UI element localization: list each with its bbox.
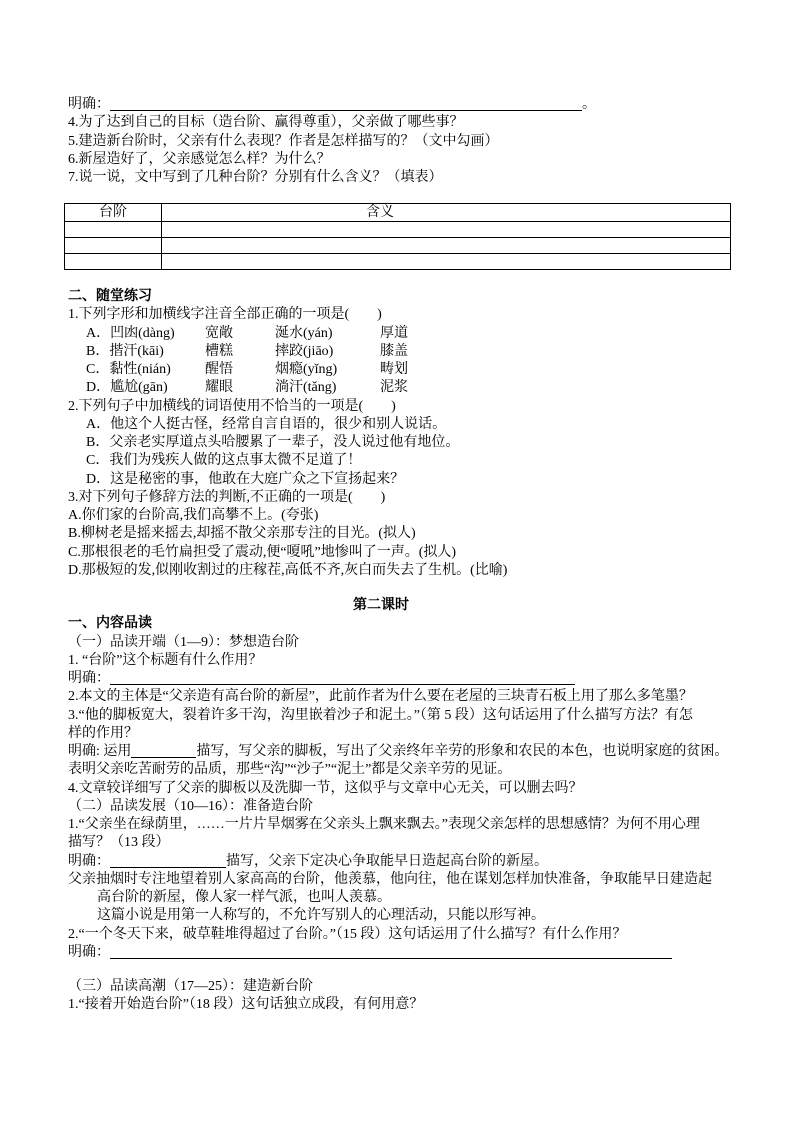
answer-label: 明确： <box>68 97 110 112</box>
part-title: （二）品读发展（10—16）：准备造台阶 <box>68 798 313 814</box>
top-questions <box>68 96 738 187</box>
choice-option: D．这是秘密的事，他敢在大庭广众之下宣扬起来？ <box>86 471 405 487</box>
answer-label: 明确： <box>68 853 110 869</box>
choice-option: D.那极短的发,似刚收割过的庄稼茬,高低不齐,灰白而失去了生机。(比喻) <box>68 562 508 578</box>
table-header-row <box>65 204 731 222</box>
answer-blank <box>110 944 672 959</box>
option-label: A． <box>86 325 111 341</box>
question-6: 6.新屋造好了，父亲感觉怎么样？为什么？ <box>68 151 331 167</box>
option-item: 凹凼(dàng) <box>110 325 175 341</box>
question: 1.“父亲坐在绿荫里，……一片片旱烟雾在父亲头上飘来飘去。”表现父亲怎样的思想感情？为何不用心理 <box>68 817 700 832</box>
practice-section <box>68 288 738 580</box>
answer-blank <box>110 853 226 868</box>
table-header-steps: 台阶 <box>65 204 162 222</box>
option-item: 醒悟 <box>205 362 233 377</box>
option-label: B． <box>86 343 110 359</box>
option-first <box>86 379 168 397</box>
question-continued: 样的作用？ <box>68 725 138 741</box>
answer-text: 描写，写父亲的脚板，写出了父亲终年辛劳的形象和农民的本色，也说明家庭的贫困。 <box>196 744 729 759</box>
choice-option: B.柳树老是摇来摇去,却摇不散父亲那专注的目光。(拟人) <box>68 526 416 542</box>
option-first <box>86 325 175 343</box>
option-item: 槽糕 <box>205 343 233 359</box>
answer-label: 明确： <box>68 671 110 686</box>
question-7: 7.说一说，文中写到了几种台阶？分别有什么含义？（填表） <box>68 170 443 185</box>
section-heading: 二、随堂练习 <box>68 289 152 304</box>
question: 1.“接着开始造台阶”（18 段）这句话独立成段，有何用意？ <box>68 997 424 1013</box>
question-continued: 描写？（13 段） <box>68 835 170 851</box>
option-item: 揩汗(kāi) <box>109 343 164 359</box>
option-item: 膝盖 <box>380 343 408 359</box>
answer-line <box>68 853 738 871</box>
answer-label: 明确： <box>68 944 110 960</box>
answer-line <box>68 743 738 761</box>
answer-text: 表明父亲吃苦耐劳的品质，那些“沟”“沙子”“泥土”都是父亲辛劳的见证。 <box>68 762 512 778</box>
option-label: D． <box>86 380 111 396</box>
explanation-text: 父亲抽烟时专注地望着别人家高高的台阶，他羡慕，他向往，他在谋划怎样加快准备，争取能早日建造起 <box>68 871 712 887</box>
section-heading: 一、内容品读 <box>68 616 152 632</box>
option-item: 尴尬(gān) <box>110 380 168 396</box>
explanation-text: 这篇小说是用第一人称写的，不允许写别人的心理活动，只能以形写神。 <box>97 908 545 924</box>
choice-option: C．我们为残疾人做的这点事太微不足道了！ <box>86 453 362 469</box>
table-cell <box>65 254 162 270</box>
option-item: 畴划 <box>380 362 408 377</box>
question: 2.本文的主体是“父亲造有高台阶的新屋”，此前作者为什么要在老屋的三块青石板上用了那么多笔墨？ <box>68 689 693 705</box>
question: 2.“一个冬天下来，破草鞋堆得超过了台阶。”（15 段）这句话运用了什么描写？有什么作用？ <box>68 926 627 942</box>
option-item: 涎水(yán) <box>275 325 333 341</box>
choice-option <box>68 379 738 397</box>
question-5: 5.建造新台阶时，父亲有什么表现？作者是怎样描写的？（文中勾画） <box>68 133 499 149</box>
option-first <box>86 361 171 379</box>
part3-section <box>68 978 738 1015</box>
answer-line <box>68 96 738 114</box>
option-item: 厚道 <box>380 325 408 341</box>
answer-text: 描写，父亲下定决心争取能早日造起高台阶的新屋。 <box>226 853 548 869</box>
table-row <box>65 238 731 254</box>
table-header-meaning: 含义 <box>162 204 731 222</box>
option-item: 耀眼 <box>205 380 233 396</box>
lesson-title: 第二课时 <box>353 598 409 613</box>
option-label: C． <box>86 362 110 377</box>
table-cell <box>65 222 162 238</box>
part-title: （一）品读开端（1—9）：梦想造台阶 <box>68 634 299 650</box>
answer-line <box>68 944 738 962</box>
choice-option <box>68 325 738 343</box>
answer-line <box>68 670 738 688</box>
choice-option <box>68 361 738 379</box>
question: 1. “台阶”这个标题有什么作用？ <box>68 652 263 668</box>
choice-option: B．父亲老实厚道点头哈腰累了一辈子，没人说过他有地位。 <box>86 435 460 450</box>
table-row <box>65 254 731 270</box>
question: 3.“他的脚板宽大，裂着许多干沟，沟里嵌着沙子和泥土。”（第 5 段）这句话运用了什么描写方法？有怎 <box>68 707 693 723</box>
table <box>64 203 731 270</box>
table-row <box>65 222 731 238</box>
choice-option: A.你们家的台阶高,我们高攀不上。(夸张) <box>68 508 319 523</box>
question: 4.文章较详细写了父亲的脚板以及洗脚一节，这似乎与文章中心无关，可以删去吗？ <box>68 780 583 796</box>
steps-meaning-table <box>64 203 731 270</box>
option-item: 烟瘾(yǐng) <box>275 362 338 377</box>
part-title: （三）品读高潮（17—25）：建造新台阶 <box>68 979 313 994</box>
table-cell <box>162 254 731 270</box>
choice-option <box>68 343 738 361</box>
question-stem: 1.下列字形和加横线字注音全部正确的一项是( ) <box>68 307 382 323</box>
answer-end: 。 <box>582 97 596 112</box>
answer-label: 明确: 运用 <box>68 744 132 759</box>
answer-blank <box>110 96 582 111</box>
choice-option: A．他这个人挺古怪，经常自言自语的，很少和别人说话。 <box>86 416 447 432</box>
lesson2-section <box>68 597 738 962</box>
option-first <box>86 343 164 361</box>
table-cell <box>162 238 731 254</box>
explanation-text: 高台阶的新屋，像人家一样气派，也叫人羡慕。 <box>97 890 391 905</box>
option-item: 宽敞 <box>205 325 233 341</box>
question-4: 4.为了达到自己的目标（造台阶、赢得尊重），父亲做了哪些事？ <box>68 115 464 131</box>
option-item: 泥浆 <box>380 380 408 396</box>
table-cell <box>162 222 731 238</box>
question-stem: 2.下列句子中加横线的词语使用不恰当的一项是( ) <box>68 398 396 414</box>
option-item: 摔跤(jiāo) <box>275 343 334 359</box>
answer-blank <box>110 670 575 685</box>
option-item: 淌汗(tǎng) <box>275 380 337 396</box>
question-stem: 3.对下列句子修辞方法的判断,不正确的一项是( ) <box>68 489 386 505</box>
option-item: 黏性(nián) <box>109 362 171 377</box>
choice-option: C.那根很老的毛竹扁担受了震动,便“嗄吼”地惨叫了一声。(拟人) <box>68 544 457 560</box>
answer-blank <box>131 743 196 758</box>
table-cell <box>65 238 162 254</box>
